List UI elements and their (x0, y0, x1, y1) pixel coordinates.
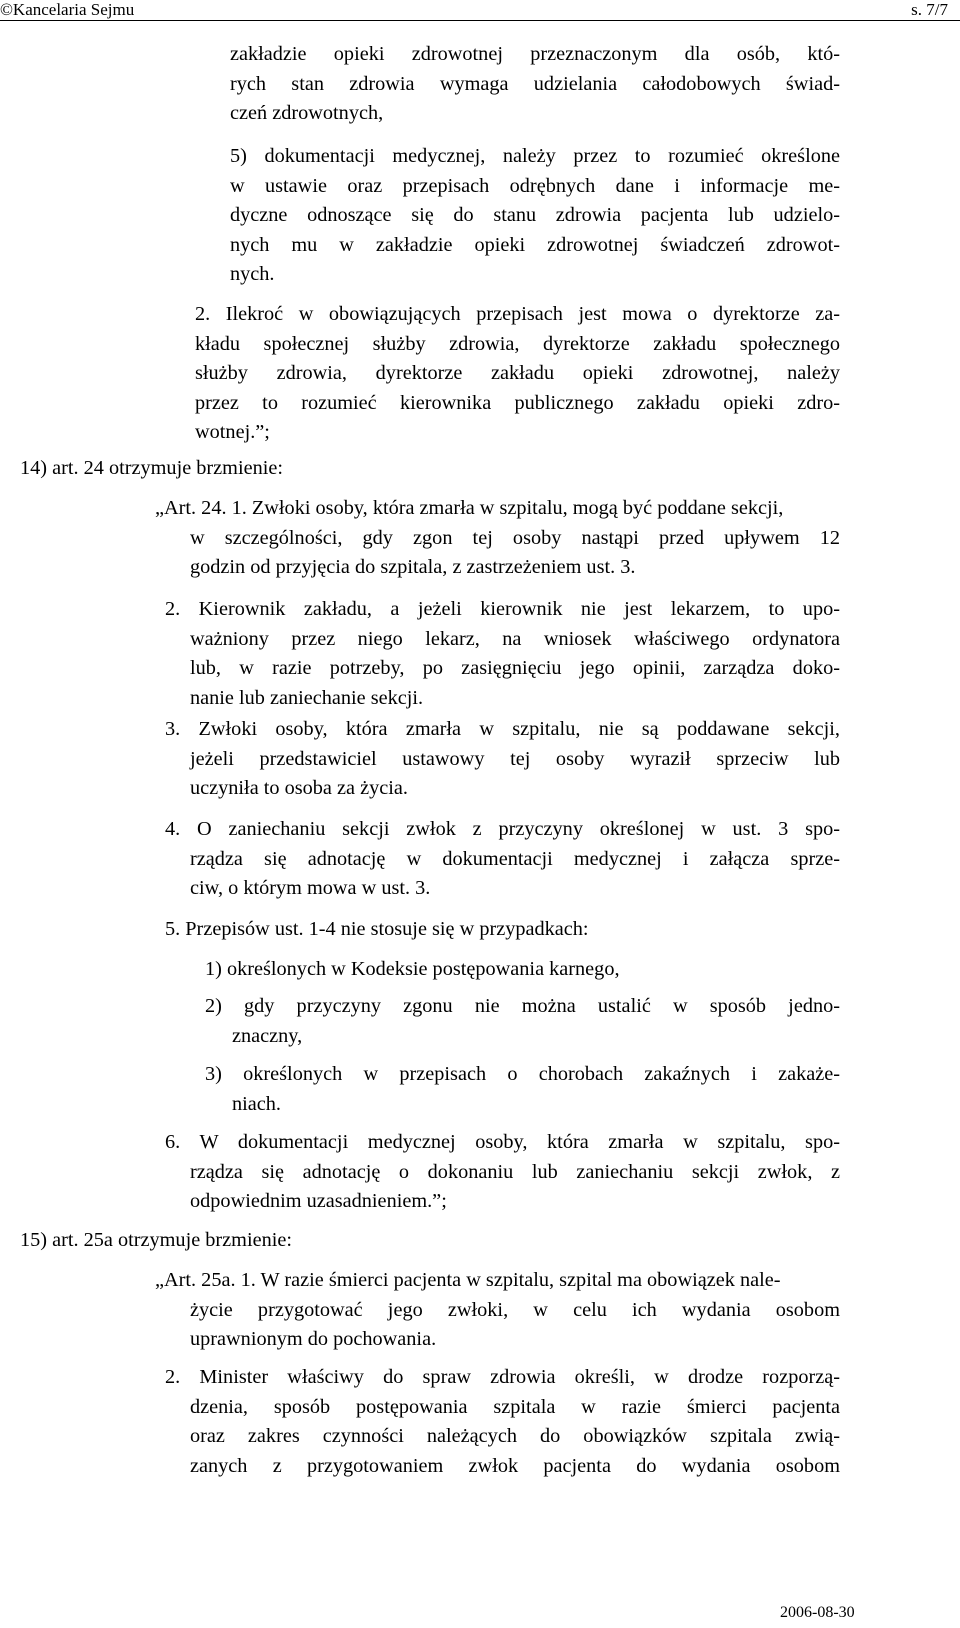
text-line: godzin od przyjęcia do szpitala, z zastrzeżeniem ust. 3. (190, 556, 636, 578)
text-line: nanie lub zaniechanie sekcji. (190, 686, 424, 709)
text-line: kładu społecznej służby zdrowia, dyrektorze zakładu społecznego (195, 332, 840, 355)
text-line: dyczne odnoszące się do stanu zdrowia pacjenta lub udzielo- (230, 204, 840, 226)
text-line: „Art. 24. 1. Zwłoki osoby, która zmarła w szpitalu, mogą być poddane sekcji, (155, 497, 784, 519)
paragraph (165, 915, 840, 945)
text-line: życie przygotować jego zwłoki, w celu ich wydania osobom (190, 1298, 840, 1321)
text-line: w szczególności, gdy zgon tej osoby nastąpi przed upływem 12 (190, 526, 840, 549)
paragraph (165, 715, 840, 804)
text-line: „Art. 25a. 1. W razie śmierci pacjenta w szpitalu, szpital ma obowiązek nale- (155, 1269, 781, 1291)
text-line: 2. Ilekroć w obowiązujących przepisach jest mowa o dyrektorze za- (195, 303, 840, 325)
text-line: znaczny, (232, 1024, 303, 1047)
paragraph (20, 1226, 620, 1256)
text-line: rych stan zdrowia wymaga udzielania całodobowych świad- (230, 72, 840, 95)
paragraph (205, 955, 840, 985)
text-line: w ustawie oraz przepisach odrębnych dane i informacje me- (230, 174, 840, 197)
text-line: niach. (232, 1092, 281, 1115)
text-line: wotnej.”; (195, 421, 270, 443)
text-line: zakładzie opieki zdrowotnej przeznaczonym dla osób, któ- (230, 43, 840, 65)
paragraph (155, 1266, 840, 1355)
header-page-number: s. 7/7 (911, 0, 948, 19)
text-line: 3) określonych w przepisach o chorobach zakaźnych i zakaże- (205, 1063, 840, 1085)
text-line: 2. Minister właściwy do spraw zdrowia określi, w drodze rozporzą- (165, 1366, 840, 1388)
text-line: przez to rozumieć kierownika publicznego zakładu opieki zdro- (195, 391, 840, 414)
paragraph (155, 494, 840, 583)
text-line: dzenia, sposób postępowania szpitala w razie śmierci pacjenta (190, 1395, 840, 1418)
paragraph (195, 300, 840, 448)
text-line: 3. Zwłoki osoby, która zmarła w szpitalu, nie są poddawane sekcji, (165, 718, 840, 740)
footer-date: 2006-08-30 (780, 1604, 855, 1621)
text-line: czeń zdrowotnych, (230, 102, 384, 124)
paragraph (205, 992, 840, 1051)
text-line: 1) określonych w Kodeksie postępowania karnego, (205, 958, 620, 980)
paragraph (165, 595, 840, 713)
text-line: 4. O zaniechaniu sekcji zwłok z przyczyny określonej w ust. 3 spo- (165, 818, 840, 840)
text-line: ciw, o którym mowa w ust. 3. (190, 877, 431, 899)
paragraph (165, 1128, 840, 1217)
paragraph (230, 40, 840, 129)
text-line: rządza się adnotację o dokonaniu lub zaniechaniu sekcji zwłok, z (190, 1160, 840, 1183)
paragraph (165, 815, 840, 904)
text-line: uczyniła to osoba za życia. (190, 777, 408, 799)
text-line: 2) gdy przyczyny zgonu nie można ustalić w sposób jedno- (205, 995, 840, 1017)
paragraph (20, 454, 620, 484)
text-line: jeżeli przedstawiciel ustawowy tej osoby wyraził sprzeciw lub (190, 747, 840, 770)
text-line: służby zdrowia, dyrektorze zakładu opieki zdrowotnej, należy (195, 362, 840, 384)
text-line: 5) dokumentacji medycznej, należy przez to rozumieć określone (230, 145, 840, 167)
paragraph (205, 1060, 840, 1119)
text-line: zanych z przygotowaniem zwłok pacjenta do wydania osobom (190, 1454, 840, 1477)
text-line: ważniony przez niego lekarz, na wniosek właściwego ordynatora (190, 627, 840, 650)
text-line: nych mu w zakładzie opieki zdrowotnej świadczeń zdrowot- (230, 233, 840, 256)
text-line: lub, w razie potrzeby, po zasięgnięciu jego opinii, zarządza doko- (190, 657, 840, 679)
header-copyright: ©Kancelaria Sejmu (0, 0, 135, 19)
text-line: rządza się adnotację w dokumentacji medycznej i załącza sprze- (190, 847, 840, 870)
text-line: odpowiednim uzasadnieniem.”; (190, 1190, 447, 1212)
text-line: 5. Przepisów ust. 1-4 nie stosuje się w przypadkach: (165, 918, 589, 940)
text-line: uprawnionym do pochowania. (190, 1328, 437, 1350)
header-rule (0, 20, 960, 21)
text-line: 6. W dokumentacji medycznej osoby, która zmarła w szpitalu, spo- (165, 1131, 840, 1153)
text-line: nych. (230, 263, 275, 285)
text-line: 14) art. 24 otrzymuje brzmienie: (20, 457, 284, 479)
paragraph (165, 1363, 840, 1481)
paragraph (230, 142, 840, 290)
text-line: 2. Kierownik zakładu, a jeżeli kierownik nie jest lekarzem, to upo- (165, 598, 840, 620)
text-line: oraz zakres czynności należących do obowiązków szpitala zwią- (190, 1425, 840, 1447)
text-line: 15) art. 25a otrzymuje brzmienie: (20, 1229, 293, 1251)
